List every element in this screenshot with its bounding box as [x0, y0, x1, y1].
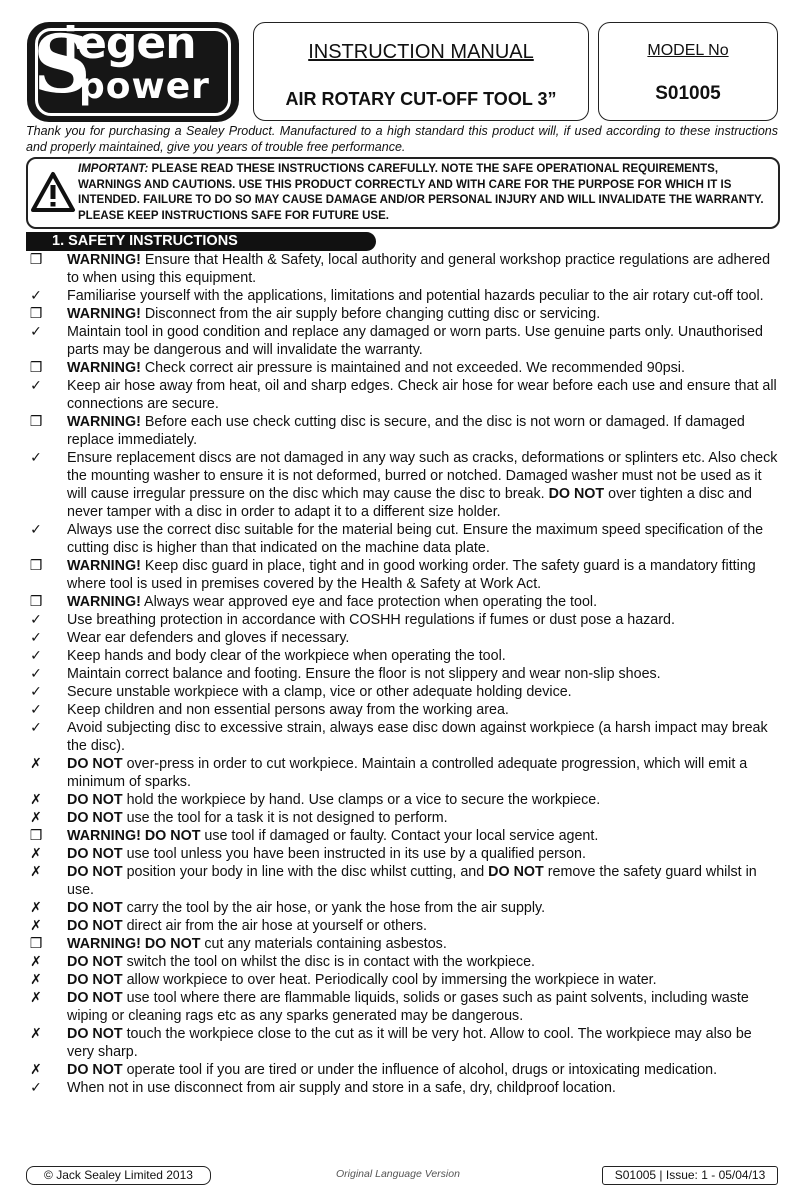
- instruction-item: [0, 323, 808, 359]
- instruction-emphasis: DO NOT: [67, 756, 123, 772]
- instruction-text: Before each use check cutting disc is secure, and the disc is not worn or damaged. If damaged replace immediately.: [67, 414, 745, 448]
- important-text: [78, 162, 768, 224]
- instruction-emphasis: DO NOT: [67, 810, 123, 826]
- check-icon: ✓: [30, 702, 42, 718]
- instruction-text: switch the tool on whilst the disc is in contact with the workpiece.: [122, 954, 536, 970]
- instruction-item: [0, 413, 808, 449]
- instruction-emphasis: DO NOT: [67, 864, 123, 880]
- instruction-item: [0, 629, 808, 647]
- instruction-emphasis: WARNING!: [67, 558, 141, 574]
- check-icon: ✓: [30, 1080, 42, 1096]
- cross-icon: ✗: [30, 990, 42, 1006]
- instruction-item: [0, 683, 808, 701]
- instruction-item: [0, 521, 808, 557]
- instruction-text: Wear ear defenders and gloves if necessary.: [67, 630, 350, 646]
- check-icon: ✓: [30, 522, 42, 538]
- instruction-emphasis: WARNING!: [67, 414, 141, 430]
- instruction-emphasis: DO NOT: [67, 954, 123, 970]
- check-icon: ✓: [30, 612, 42, 628]
- instruction-item: [0, 251, 808, 287]
- instruction-text: Keep hands and body clear of the workpiece when operating the tool.: [67, 648, 506, 664]
- check-icon: ✓: [30, 648, 42, 664]
- instruction-item: [0, 1025, 808, 1061]
- instruction-text: Keep disc guard in place, tight and in good working order. The safety guard is a mandatory fitting where tool is used in premises covered by the Health & Safety at Work Act.: [67, 558, 756, 592]
- instruction-text: operate tool if you are tired or under the influence of alcohol, drugs or intoxicating medication.: [122, 1062, 718, 1078]
- check-icon: ✓: [30, 666, 42, 682]
- instruction-text: over-press in order to cut workpiece. Maintain a controlled adequate progression, which will emit a minimum of sparks.: [67, 756, 748, 790]
- instruction-item: [0, 899, 808, 917]
- instruction-emphasis: WARNING!: [67, 360, 141, 376]
- instruction-item: [0, 989, 808, 1025]
- warning-box-icon: ❒: [29, 360, 43, 376]
- instruction-emphasis: DO NOT: [67, 1062, 123, 1078]
- logo-word-siegen: iegen: [63, 18, 196, 69]
- cross-icon: ✗: [30, 792, 42, 808]
- warning-box-icon: ❒: [29, 936, 43, 952]
- section-heading: 1. SAFETY INSTRUCTIONS: [26, 232, 376, 251]
- instruction-item: [0, 935, 808, 953]
- instruction-text: cut any materials containing asbestos.: [200, 936, 447, 952]
- instruction-emphasis: WARNING!: [67, 306, 141, 322]
- cross-icon: ✗: [30, 954, 42, 970]
- instruction-item: [0, 359, 808, 377]
- warning-box-icon: ❒: [29, 558, 43, 574]
- logo-initial: S: [33, 17, 91, 111]
- instruction-emphasis: DO NOT: [548, 486, 605, 502]
- logo-word-power: power: [79, 66, 210, 107]
- instruction-item: [0, 557, 808, 593]
- check-icon: ✓: [30, 684, 42, 700]
- warning-box-icon: ❒: [29, 594, 43, 610]
- instruction-emphasis: DO NOT: [67, 972, 123, 988]
- instruction-item: [0, 665, 808, 683]
- cross-icon: ✗: [30, 756, 42, 772]
- instruction-text: Ensure replacement discs are not damaged in any way such as cracks, deformations or splinters etc. Also check the mounting washer to ensure it is not deformed, burred or notched. Damaged washer must not be used as it will cause irregular pressure on the disc which may cause the disc to break.: [67, 450, 778, 502]
- safety-instructions-list: [0, 251, 808, 1097]
- instruction-item: [0, 953, 808, 971]
- instruction-text: Keep children and non essential persons away from the working area.: [67, 702, 509, 718]
- instruction-item: [0, 863, 808, 899]
- check-icon: ✓: [30, 720, 42, 736]
- instruction-item: [0, 305, 808, 323]
- instruction-text: touch the workpiece close to the cut as it will be very hot. Allow to cool. The workpiece may also be very sharp.: [67, 1026, 752, 1060]
- instruction-text: Ensure that Health & Safety, local authority and general workshop practice regulations are adhered to when using this equipment.: [67, 252, 771, 286]
- model-label: MODEL No: [647, 42, 729, 59]
- instruction-item: [0, 971, 808, 989]
- instruction-text: Always use the correct disc suitable for the material being cut. Ensure the maximum speed specification of the cutting disc is higher than that indicated on the machine data plate.: [67, 522, 764, 556]
- instruction-text: over tighten a disc and never tamper with a disc in order to adapt it to a different size holder.: [67, 486, 752, 520]
- cross-icon: ✗: [30, 864, 42, 880]
- instruction-text: Keep air hose away from heat, oil and sharp edges. Check air hose for wear before each use and ensure that all connections are secure.: [67, 378, 777, 412]
- cross-icon: ✗: [30, 1062, 42, 1078]
- product-title: AIR ROTARY CUT-OFF TOOL 3”: [285, 89, 557, 109]
- check-icon: ✓: [30, 630, 42, 646]
- warning-box-icon: ❒: [29, 306, 43, 322]
- instruction-item: [0, 593, 808, 611]
- cross-icon: ✗: [30, 846, 42, 862]
- instruction-text: use tool if damaged or faulty. Contact your local service agent.: [200, 828, 599, 844]
- instruction-text: use tool where there are flammable liquids, solids or gases such as paint solvents, including waste wiping or cleaning rags etc as any sparks generated may be dangerous.: [67, 990, 749, 1024]
- instruction-text: carry the tool by the air hose, or yank the hose from the air supply.: [122, 900, 546, 916]
- instruction-emphasis: DO NOT: [67, 918, 123, 934]
- instruction-item: [0, 1061, 808, 1079]
- issue-label: S01005 | Issue: 1 - 05/04/13: [602, 1166, 778, 1185]
- instruction-text: allow workpiece to over heat. Periodically cool by immersing the workpiece in water.: [122, 972, 657, 988]
- language-note: Original Language Version: [336, 1168, 460, 1180]
- cross-icon: ✗: [30, 972, 42, 988]
- manual-title: INSTRUCTION MANUAL: [308, 41, 534, 63]
- instruction-item: [0, 719, 808, 755]
- instruction-text: Maintain correct balance and footing. Ensure the floor is not slippery and wear non-slip shoes.: [67, 666, 661, 682]
- instruction-text: hold the workpiece by hand. Use clamps or a vice to secure the workpiece.: [122, 792, 601, 808]
- cross-icon: ✗: [30, 918, 42, 934]
- warning-box-icon: ❒: [29, 414, 43, 430]
- instruction-text: When not in use disconnect from air supply and store in a safe, dry, childproof location.: [67, 1080, 616, 1096]
- instruction-emphasis: DO NOT: [67, 1026, 123, 1042]
- instruction-emphasis: WARNING!: [67, 594, 141, 610]
- warning-box-icon: ❒: [29, 828, 43, 844]
- siegen-logo: [27, 17, 239, 122]
- instruction-emphasis: WARNING!: [67, 252, 141, 268]
- instruction-item: [0, 377, 808, 413]
- intro-text: Thank you for purchasing a Sealey Product. Manufactured to a high standard this product will, if used according to these instructions and properly maintained, give you years of trouble free performance.: [26, 124, 778, 154]
- instruction-item: [0, 917, 808, 935]
- instruction-item: [0, 791, 808, 809]
- instruction-text: Familiarise yourself with the applications, limitations and potential hazards peculiar to the air rotary cut-off tool.: [67, 288, 764, 304]
- instruction-emphasis: DO NOT: [67, 900, 123, 916]
- instruction-emphasis: WARNING! DO NOT: [67, 828, 201, 844]
- cross-icon: ✗: [30, 900, 42, 916]
- instruction-emphasis: DO NOT: [67, 990, 123, 1006]
- instruction-item: [0, 611, 808, 629]
- instruction-text: Secure unstable workpiece with a clamp, vice or other adequate holding device.: [67, 684, 572, 700]
- instruction-text: use tool unless you have been instructed in its use by a qualified person.: [122, 846, 586, 862]
- title-box: [253, 22, 589, 121]
- important-notice: [26, 157, 780, 229]
- instruction-text: Maintain tool in good condition and replace any damaged or worn parts. Use genuine parts only. Unauthorised parts may be dangerous and will invalidate the warranty.: [67, 324, 763, 358]
- instruction-text: remove the safety guard whilst in use.: [67, 864, 757, 898]
- check-icon: ✓: [30, 450, 42, 466]
- instruction-text: position your body in line with the disc whilst cutting, and: [122, 864, 489, 880]
- instruction-item: [0, 287, 808, 305]
- instruction-item: [0, 449, 808, 521]
- warning-box-icon: ❒: [29, 252, 43, 268]
- instruction-emphasis: WARNING! DO NOT: [67, 936, 201, 952]
- model-box: [598, 22, 778, 121]
- instruction-text: Use breathing protection in accordance with COSHH regulations if fumes or dust pose a hazard.: [67, 612, 675, 628]
- check-icon: ✓: [30, 378, 42, 394]
- instruction-text: use the tool for a task it is not designed to perform.: [122, 810, 448, 826]
- important-body: PLEASE READ THESE INSTRUCTIONS CAREFULLY. NOTE THE SAFE OPERATIONAL REQUIREMENTS, WARNINGS AND CAUTIONS. USE THIS PRODUCT CORRECTLY AND WITH CARE FOR THE PURPOSE FOR WHICH IT IS INTENDED. FAILURE TO DO SO MAY CAUSE DAMAGE AND/OR PERSONAL INJURY AND WILL INVALIDATE THE WARRANTY. PLEASE KEEP INSTRUCTIONS SAFE FOR FUTURE USE.: [78, 163, 764, 222]
- model-number: S01005: [655, 83, 721, 104]
- instruction-item: [0, 809, 808, 827]
- warning-triangle-icon: [30, 171, 76, 213]
- instruction-emphasis: DO NOT: [67, 792, 123, 808]
- instruction-item: [0, 845, 808, 863]
- check-icon: ✓: [30, 288, 42, 304]
- copyright-label: © Jack Sealey Limited 2013: [26, 1166, 211, 1185]
- instruction-item: [0, 701, 808, 719]
- instruction-item: [0, 647, 808, 665]
- instruction-text: Disconnect from the air supply before changing cutting disc or servicing.: [140, 306, 601, 322]
- important-lead: IMPORTANT:: [78, 163, 149, 175]
- instruction-text: Check correct air pressure is maintained and not exceeded. We recommended 90psi.: [140, 360, 685, 376]
- instruction-item: [0, 755, 808, 791]
- cross-icon: ✗: [30, 810, 42, 826]
- instruction-text: Avoid subjecting disc to excessive strain, always ease disc down against workpiece (a harsh impact may break the disc).: [67, 720, 768, 754]
- cross-icon: ✗: [30, 1026, 42, 1042]
- instruction-text: direct air from the air hose at yourself or others.: [122, 918, 427, 934]
- check-icon: ✓: [30, 324, 42, 340]
- instruction-item: [0, 1079, 808, 1097]
- instruction-item: [0, 827, 808, 845]
- instruction-emphasis: DO NOT: [67, 846, 123, 862]
- instruction-text: Always wear approved eye and face protection when operating the tool.: [140, 594, 598, 610]
- instruction-emphasis: DO NOT: [488, 864, 544, 880]
